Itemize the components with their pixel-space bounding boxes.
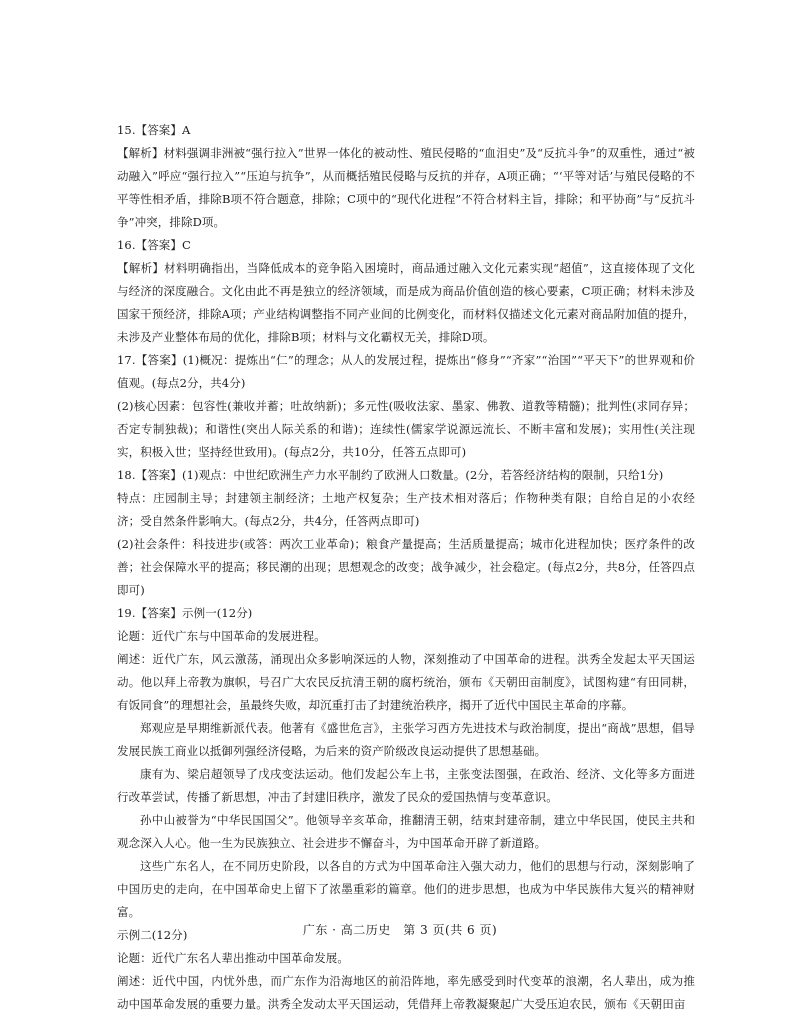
answer-item-18 (117, 464, 695, 602)
answer-part-paragraph: (2)社会条件：科技进步(或答：两次工业革命)；粮食产量提高；生活质量提高；城市化进程加快；医疗条件的改善；社会保障水平的提高；移民潮的出现；思想观念的改变；战争减少，社会稳定。(每点2分，共8分，任答四点即可) (117, 537, 695, 597)
essay-paragraph: 郑观应是早期维新派代表。他著有《盛世危言》，主张学习西方先进技术与政治制度，提出“商战”思想，倡导发展民族工商业以抵御列强经济侵略，为后来的资产阶级改良运动提供了思想基础。 (117, 721, 695, 758)
essay-paragraph: 这些广东名人，在不同历史阶段，以各自的方式为中国革命注入强大动力，他们的思想与行动，深刻影响了中国历史的走向，在中国革命史上留下了浓墨重彩的篇章。他们的进步思想，也成为中华民族伟大复兴的精神财富。 (117, 859, 695, 919)
thesis-line: 论题：近代广东名人辈出推动中国革命发展。 (117, 951, 349, 965)
answer-item-17 (117, 349, 695, 464)
essay-paragraph: 康有为、梁启超领导了戊戌变法运动。他们发起公车上书，主张变法图强，在政治、经济、文化等多方面进行改革尝试，传播了新思想，冲击了封建旧秩序，激发了民众的爱国热情与变革意识。 (117, 767, 695, 804)
essay-paragraph: 阐述：近代中国，内忧外患，而广东作为沿海地区的前沿阵地，率先感受到时代变革的浪潮，名人辈出，成为推动中国革命发展的重要力量。洪秀全发动太平天国运动，凭借拜上帝教凝聚起广大受压迫农民，颁布《天朝田亩 (117, 974, 695, 1011)
answer-part-paragraph: (2)核心因素：包容性(兼收并蓄；吐故纳新)；多元性(吸收法家、墨家、佛教、道教等精髓)；批判性(求同存异；否定专制独裁)；和谐性(突出人际关系的和谐)；连续性(儒家学说源远流长、不断丰富和发展)；实用性(关注现实，积极入世；坚持经世致用)。(每点2分，共10分，任答五点即可) (117, 399, 695, 459)
answer-line: 15.【答案】A (117, 123, 191, 137)
example-heading: 示例二(12分) (117, 928, 188, 942)
answer-line: 16.【答案】C (117, 238, 191, 252)
answer-item-16 (117, 234, 695, 349)
essay-paragraph: 阐述：近代广东，风云激荡，涌现出众多影响深远的人物，深刻推动了中国革命的进程。洪秀全发起太平天国运动。他以拜上帝教为旗帜，号召广大农民反抗清王朝的腐朽统治，颁布《天朝田亩制度》，试图构建“有田同耕，有饭同食”的理想社会，虽最终失败，却沉重打击了封建统治秩序，揭开了近代中国民主革命的序幕。 (117, 652, 695, 712)
answer-item-15 (117, 119, 695, 234)
analysis-paragraph: 【解析】材料强调非洲被“强行拉入”世界一体化的被动性、殖民侵略的“血泪史”及“反抗斗争”的双重性，通过“被动融入”呼应“强行拉入”“压迫与抗争”，从而概括殖民侵略与反抗的并存，A项正确；“‘平等对话’与殖民侵略的不平等性相矛盾，排除B项不符合题意，排除；C项中的“现代化进程”不符合材料主旨，排除；和平协商”与“反抗斗争”冲突，排除D项。 (117, 146, 695, 229)
answer-key-content (117, 119, 695, 1016)
analysis-paragraph: 【解析】材料明确指出，当降低成本的竞争陷入困境时，商品通过融入文化元素实现“超值”，这直接体现了文化与经济的深度融合。文化由此不再是独立的经济领域，而是成为商品价值创造的核心要素，C项正确；材料未涉及国家干预经济，排除A项；产业结构调整指不同产业间的比例变化，而材料仅描述文化元素对商品附加值的提升，未涉及产业整体布局的优化，排除B项；材料与文化霸权无关，排除D项。 (117, 261, 695, 344)
essay-paragraph: 孙中山被誉为“中华民国国父”。他领导辛亥革命，推翻清王朝，结束封建帝制，建立中华民国，使民主共和观念深入人心。他一生为民族独立、社会进步不懈奋斗，为中国革命开辟了新道路。 (117, 813, 695, 850)
answer-line: 18.【答案】(1)观点：中世纪欧洲生产力水平制约了欧洲人口数量。(2分，若答经济结构的限制，只给1分) (117, 468, 664, 482)
answer-line: 17.【答案】(1)概况：提炼出“仁”的理念；从人的发展过程，提炼出“修身”“齐家”“治国”“平天下”的世界观和价值观。(每点2分，共4分) (117, 353, 695, 390)
answer-part-paragraph: 特点：庄园制主导；封建领主制经济；土地产权复杂；生产技术相对落后；作物种类有限；自给自足的小农经济；受自然条件影响大。(每点2分，共4分，任答两点即可) (117, 491, 695, 528)
thesis-line: 论题：近代广东与中国革命的发展进程。 (117, 629, 326, 643)
answer-line: 19.【答案】示例一(12分) (117, 606, 253, 620)
answer-item-19 (117, 602, 695, 1016)
page-footer: 广东 · 高二历史 第 3 页(共 6 页) (302, 923, 498, 937)
